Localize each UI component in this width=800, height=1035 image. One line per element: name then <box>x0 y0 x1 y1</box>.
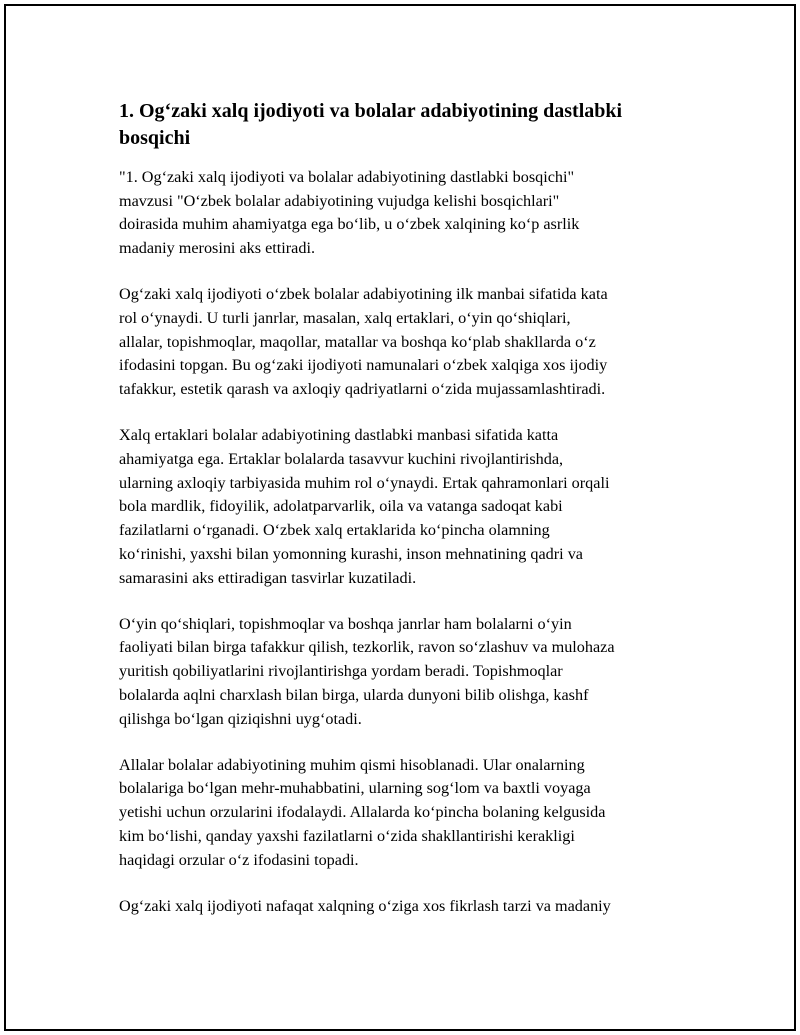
paragraph-folk-tales: Xalq ertaklari bolalar adabiyotining dastlabki manbasi sifatida katta ahamiyatga ega. Ertaklar bolalarda tasavvur kuchini rivojlantirishda, ularning axloqiy tarbiyasida muhim rol o‘ynaydi. Ertak qahramonlari orqali bola mardlik, fidoyilik, adolatparvarlik, oila va vatanga sadoqat kabi fazilatlarni o‘rganadi. O‘zbek xalq ertaklarida ko‘pincha olamning ko‘rinishi, yaxshi bilan yomonning kurashi, inson mehnatining qadri va samarasini aks ettiradigan tasvirlar kuzatiladi. <box>119 426 610 587</box>
paragraph-game-songs: O‘yin qo‘shiqlari, topishmoqlar va boshqa janrlar ham bolalarni o‘yin faoliyati bilan birga tafakkur qilish, tezkorlik, ravon so‘zlashuv va mulohaza yuritish qobiliyatlarini rivojlantirishga yordam beradi. Topishmoqlar bolalarda aqlni charxlash bilan birga, ularda dunyoni bilib olishga, kashf qilishga bo‘lgan qiziqishni uyg‘otadi. <box>119 614 615 728</box>
paragraph-lullabies: Allalar bolalar adabiyotining muhim qismi hisoblanadi. Ular onalarning bolalariga bo‘lgan mehr-muhabbatini, ularning sog‘lom va baxtli voyaga yetishi uchun orzularini ifodalaydi. Allalarda ko‘pincha bolaning kelgusida kim bo‘lishi, qanday yaxshi fazilatlarni o‘zida shakllantirishi kerakligi haqidagi orzular o‘z ifodasini topadi. <box>119 755 606 869</box>
paragraph-oral-folklore: Og‘zaki xalq ijodiyoti o‘zbek bolalar adabiyotining ilk manbai sifatida kata rol o‘ynaydi. U turli janrlar, masalan, xalq ertaklari, o‘yin qo‘shiqlari, allalar, topishmoqlar, maqollar, matallar va boshqa ko‘plab shakllarda o‘z ifodasini topgan. Bu og‘zaki ijodiyoti namunalari o‘zbek xalqiga xos ijodiy tafakkur, estetik qarash va axloqiy qadriyatlarni o‘zida mujassamlashtiradi. <box>119 285 608 399</box>
document-page <box>4 4 796 1031</box>
section-heading: 1. Og‘zaki xalq ijodiyoti va bolalar adabiyotining dastlabki bosqichi <box>119 100 623 149</box>
document-body <box>119 98 689 941</box>
paragraph-intro: "1. Og‘zaki xalq ijodiyoti va bolalar adabiyotining dastlabki bosqichi" mavzusi "O‘zbek bolalar adabiyotining vujudga kelishi bosqichlari" doirasida muhim ahamiyatga ega bo‘lib, u o‘zbek xalqining ko‘p asrlik madaniy merosini aks ettiradi. <box>119 168 580 258</box>
paragraph-conclusion: Og‘zaki xalq ijodiyoti nafaqat xalqning o‘ziga xos fikrlash tarzi va madaniy <box>119 896 611 915</box>
